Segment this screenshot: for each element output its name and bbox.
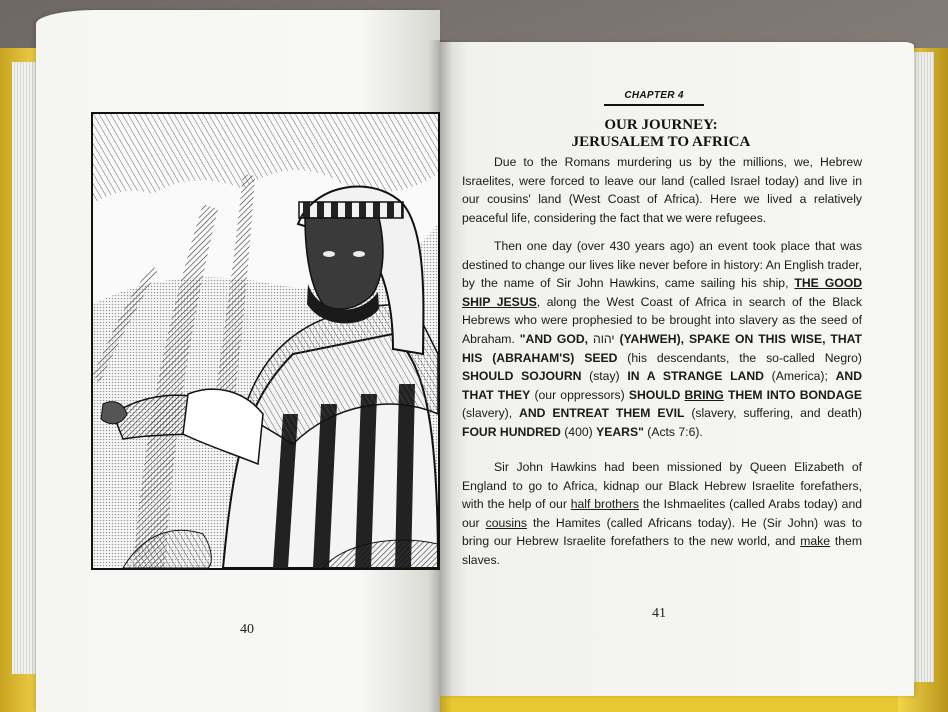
p3-text-3: the Hamites (called Africans today). He (Sir John) was to bring our Hebrew Israelite forefathers to the new world, and [462,515,862,549]
p2-text-10: (Acts 7:6). [643,424,703,439]
p2-text-8: (slavery, suffering, and death) [684,406,862,421]
p2-text-4: (stay) [581,369,628,384]
paragraph-1-text: Due to the Romans murdering us by the millions, we, Hebrew Israelites, were forced to leave our land (called Israel today) and live in our cousins' land (West Coast of Africa). Here we lived a relatively peaceful life, considering the fact that we were refugees. [462,155,862,225]
p2-text-3: (his descendants, the so-called Negro) [617,350,862,365]
p2-quote-5: AND THAT THEY [462,369,862,402]
p3-text-2: the Ishmaelites (called Arabs today) and our [462,497,863,530]
title-line-2: JERUSALEM TO AFRICA [571,134,751,150]
paragraph-2 [462,237,862,442]
p2-hebrew: יהוה [593,331,615,346]
p2-quote-8: AND ENTREAT THEM EVIL [519,406,685,421]
p2-quote-4: IN A STRANGE LAND [627,369,764,384]
p2-quote-3: SHOULD SOJOURN [462,369,582,384]
p2-quote-7: THEM INTO BONDAGE [723,387,863,402]
p2-text-9: (400) [560,424,597,439]
p2-quote-10: YEARS" [596,424,644,439]
illustration-hebrew-man [91,112,440,570]
p2-bring: BRING [684,387,724,402]
paragraph-1 [462,153,862,227]
p2-quote-9: FOUR HUNDRED [462,424,561,439]
p2-text-5: (America); [763,369,836,384]
illustration-drawing [93,114,438,568]
p2-quote-2: (YAHWEH), SPAKE ON THIS WISE, THAT HIS (ABRAHAM'S) SEED [462,331,862,365]
p2-ship-name: THE GOOD SHIP JESUS [462,276,862,309]
p3-text-4: them slaves. [462,534,862,567]
p2-text-7: (slavery), [462,406,520,421]
p2-text-1: Then one day (over 430 years ago) an event took place that was destined to change our lives like never before in history: An English trader, by the name of Sir John Hawkins, came sailing his ship, [462,239,862,291]
title-line-1: OUR JOURNEY: [604,117,718,133]
paragraph-3 [462,458,862,570]
p2-text-2: , along the West Coast of Africa in search of the Black Hebrews who were prophesied to be brought into slavery as the seed of Abraham. [462,294,862,346]
page-number-left: 40 [240,622,254,637]
chapter-title [476,117,846,151]
chapter-label: CHAPTER 4 [604,90,704,106]
p3-make: make [800,534,831,549]
page-number-right: 41 [652,606,666,621]
p3-half-brothers: half brothers [570,497,639,512]
p2-quote-1: "AND GOD, [519,331,593,346]
p2-text-6: (our oppressors) [530,387,629,402]
p3-cousins: cousins [485,515,527,530]
p3-text-1: Sir John Hawkins had been missioned by Queen Elizabeth of England to go to Africa, kidnap our Black Hebrew Israelite forefathers, with the help of our [462,460,862,512]
p2-quote-6: SHOULD [628,387,685,402]
